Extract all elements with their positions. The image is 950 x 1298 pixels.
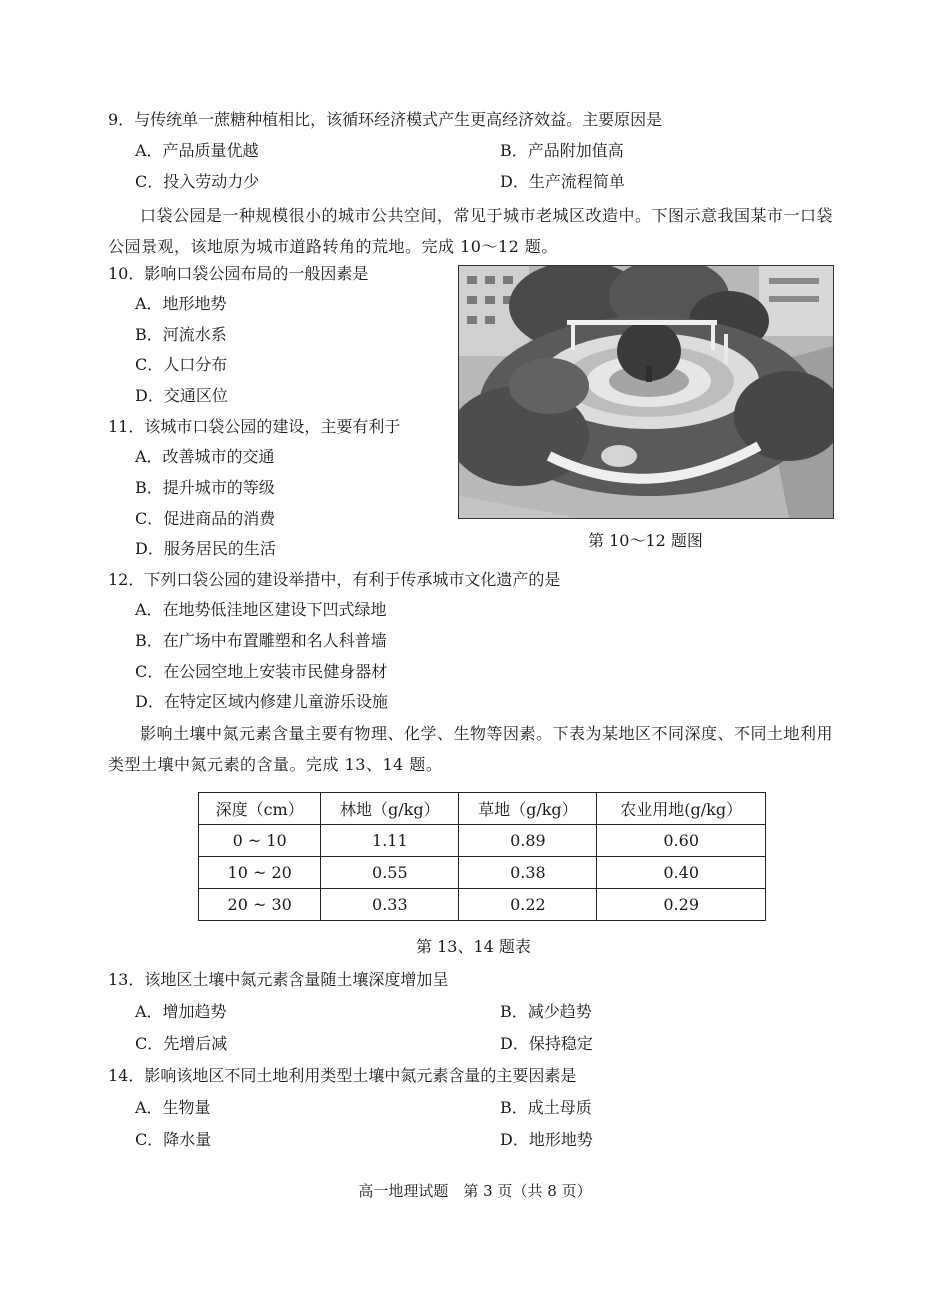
q9-option-a: A．产品质量优越	[135, 141, 259, 160]
table-header-row	[199, 793, 766, 825]
q12-option-d: D．在特定区域内修建儿童游乐设施	[135, 692, 388, 711]
q10-option-c: C．人口分布	[135, 355, 228, 374]
q12-option-a: A．在地势低洼地区建设下凹式绿地	[135, 600, 387, 619]
q12-option-c: C．在公园空地上安装市民健身器材	[135, 662, 388, 681]
table-cell: 0.40	[597, 857, 766, 889]
q14-option-d: D．地形地势	[500, 1130, 593, 1149]
table-cell: 1.11	[321, 825, 459, 857]
table-cell: 0 ~ 10	[199, 825, 321, 857]
q13-option-b: B．减少趋势	[500, 1002, 592, 1021]
table-row	[199, 889, 766, 921]
intro-paragraph-pocket-park: 口袋公园是一种规模很小的城市公共空间，常见于城市老城区改造中。下图示意我国某市一口袋公园景观，该地原为城市道路转角的荒地。完成 10～12 题。	[108, 206, 834, 256]
q14-option-b: B．成土母质	[500, 1098, 592, 1117]
q9-option-d: D．生产流程简单	[500, 172, 625, 191]
q11-stem: 11．该城市口袋公园的建设，主要有利于	[108, 417, 401, 436]
header-forest: 林地（g/kg）	[321, 793, 459, 825]
q11-option-c: C．促进商品的消费	[135, 509, 276, 528]
table-cell: 10 ~ 20	[199, 857, 321, 889]
intro-paragraph-soil-nitrogen: 影响土壤中氮元素含量主要有物理、化学、生物等因素。下表为某地区不同深度、不同土地利用类型土壤中氮元素的含量。完成 13、14 题。	[108, 724, 834, 774]
q10-option-b: B．河流水系	[135, 325, 227, 344]
table-cell: 0.89	[459, 825, 597, 857]
q9-stem: 9．与传统单一蔗糖种植相比，该循环经济模式产生更高经济效益。主要原因是	[108, 110, 663, 129]
q14-option-c: C．降水量	[135, 1130, 212, 1149]
q11-option-b: B．提升城市的等级	[135, 478, 275, 497]
table-cell: 0.33	[321, 889, 459, 921]
q13-option-d: D．保持稳定	[500, 1034, 593, 1053]
table-cell: 20 ~ 30	[199, 889, 321, 921]
q10-stem: 10．影响口袋公园布局的一般因素是	[108, 264, 369, 283]
q10-option-d: D．交通区位	[135, 386, 228, 405]
q14-option-a: A．生物量	[135, 1098, 211, 1117]
table-cell: 0.60	[597, 825, 766, 857]
table-cell: 0.29	[597, 889, 766, 921]
figure-caption: 第 10～12 题图	[588, 531, 703, 550]
q14-stem: 14．影响该地区不同土地利用类型土壤中氮元素含量的主要因素是	[108, 1066, 577, 1085]
q10-option-a: A．地形地势	[135, 294, 227, 313]
q11-option-a: A．改善城市的交通	[135, 447, 275, 466]
q12-option-b: B．在广场中布置雕塑和名人科普墙	[135, 631, 387, 650]
q13-option-a: A．增加趋势	[135, 1002, 227, 1021]
pocket-park-photo	[458, 265, 834, 519]
table-row	[199, 825, 766, 857]
header-depth: 深度（cm）	[199, 793, 321, 825]
nitrogen-table	[198, 792, 766, 921]
header-grassland: 草地（g/kg）	[459, 793, 597, 825]
q9-option-b: B．产品附加值高	[500, 141, 624, 160]
table-cell: 0.22	[459, 889, 597, 921]
table-cell: 0.55	[321, 857, 459, 889]
q12-stem: 12．下列口袋公园的建设举措中，有利于传承城市文化遗产的是	[108, 570, 561, 589]
q13-stem: 13．该地区土壤中氮元素含量随土壤深度增加呈	[108, 970, 449, 989]
table-row	[199, 857, 766, 889]
page-footer: 高一地理试题 第 3 页（共 8 页）	[358, 1182, 592, 1200]
q11-option-d: D．服务居民的生活	[135, 539, 276, 558]
table-cell: 0.38	[459, 857, 597, 889]
table-caption: 第 13、14 题表	[416, 937, 531, 956]
header-farmland: 农业用地(g/kg）	[597, 793, 766, 825]
q9-option-c: C．投入劳动力少	[135, 172, 260, 191]
q13-option-c: C．先增后减	[135, 1034, 228, 1053]
